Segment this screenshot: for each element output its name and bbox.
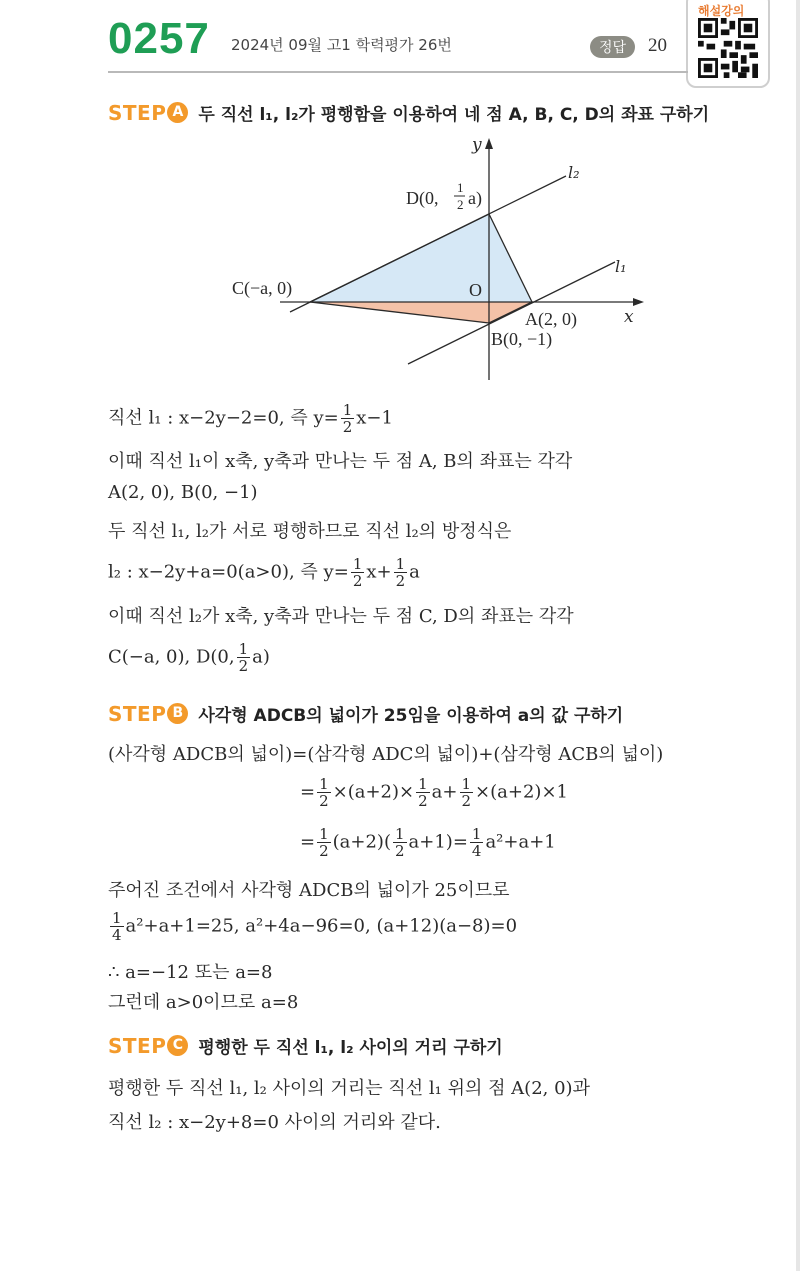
step-a-line-3: A(2, 0), B(0, −1) — [108, 482, 258, 503]
answer-label: 정답 — [590, 36, 635, 58]
qr-card[interactable] — [686, 0, 770, 88]
y-axis-label: y — [472, 135, 482, 155]
step-b-line-7: 그런데 a>0이므로 a=8 — [108, 992, 299, 1013]
step-c-line-1: 평행한 두 직선 l₁, l₂ 사이의 거리는 직선 l₁ 위의 점 A(2, 0)과 — [108, 1078, 590, 1099]
step-a-line-2: 이때 직선 l₁이 x축, y축과 만나는 두 점 A, B의 좌표는 각각 — [108, 451, 573, 472]
point-d-num: 1 — [457, 180, 464, 195]
step-a-line-5: l₂ : x−2y+a=0(a>0), 즉 y= $\frac{1}{2}$ x+ $\frac{1}{2}$ a — [108, 555, 420, 590]
step-c-title: 평행한 두 직선 l₁, l₂ 사이의 거리 구하기 — [198, 1038, 503, 1058]
l2-label: l₂ — [568, 163, 580, 182]
step-c-line-2: 직선 l₂ : x−2y+8=0 사이의 거리와 같다. — [108, 1112, 441, 1133]
x-axis-arrow-icon — [633, 298, 644, 306]
point-d-prefix: D(0, — [406, 188, 439, 208]
point-a-label: A(2, 0) — [525, 309, 577, 329]
header-divider — [108, 71, 688, 73]
step-a-line-6: 이때 직선 l₂가 x축, y축과 만나는 두 점 C, D의 좌표는 각각 — [108, 606, 574, 627]
step-a-line-7: C(−a, 0), D(0, $\frac{1}{2}$ a) — [108, 640, 270, 675]
step-a-line-4: 두 직선 l₁, l₂가 서로 평행하므로 직선 l₂의 방정식은 — [108, 521, 512, 542]
problem-source: 2024년 09월 고1 학력평가 26번 — [231, 36, 452, 54]
step-b-line-5: $\frac{1}{4}$ a²+a+1=25, a²+4a−96=0, (a+12)(a−8)=0 — [112, 909, 518, 944]
step-b-line-1: (사각형 ADCB의 넓이)=(삼각형 ADC의 넓이)+(삼각형 ACB의 넓이) — [108, 744, 664, 765]
step-b-word: STEP — [108, 701, 167, 726]
point-c-label: C(−a, 0) — [232, 278, 293, 298]
coordinate-figure — [220, 130, 660, 390]
triangle-adc — [310, 214, 532, 302]
step-b-line-2: = $\frac{1}{2}$ ×(a+2)× $\frac{1}{2}$ a+ $\frac{1}{2}$ ×(a+2)×1 — [300, 775, 568, 810]
l1-label: l₁ — [615, 257, 627, 276]
step-a-line-1: 직선 l₁ : x−2y−2=0, 즉 y= $\frac{1}{2}$ x−1 — [108, 401, 393, 436]
step-a-title: 두 직선 l₁, l₂가 평행함을 이용하여 네 점 A, B, C, D의 좌표 구하기 — [198, 105, 710, 125]
qr-label: 해설강의 — [698, 4, 745, 18]
point-d-den: 2 — [457, 197, 464, 212]
step-b-line-6: ∴ a=−12 또는 a=8 — [108, 962, 273, 983]
point-d-suffix: a) — [468, 188, 482, 208]
step-b-badge: B — [167, 703, 188, 724]
page-edge-shade — [796, 0, 800, 1271]
step-c-badge: C — [167, 1035, 188, 1056]
step-b-title: 사각형 ADCB의 넓이가 25임을 이용하여 a의 값 구하기 — [198, 706, 624, 726]
step-b-line-4: 주어진 조건에서 사각형 ADCB의 넓이가 25이므로 — [108, 880, 510, 901]
step-b-line-3: = $\frac{1}{2}$ (a+2)( $\frac{1}{2}$ a+1)= $\frac{1}{4}$ a²+a+1 — [300, 825, 556, 860]
step-b-heading — [108, 701, 623, 726]
point-b-label: B(0, −1) — [491, 329, 553, 349]
x-axis-label: x — [624, 307, 634, 327]
y-axis-arrow-icon — [485, 138, 493, 149]
step-a-badge: A — [167, 102, 188, 123]
step-c-word: STEP — [108, 1033, 167, 1058]
step-c-heading — [108, 1033, 503, 1058]
qr-code-icon[interactable] — [698, 18, 758, 78]
step-a-heading — [108, 100, 709, 125]
step-a-word: STEP — [108, 100, 167, 125]
problem-number: 0257 — [108, 14, 210, 63]
answer-value: 20 — [648, 35, 667, 56]
origin-label: O — [469, 280, 482, 300]
